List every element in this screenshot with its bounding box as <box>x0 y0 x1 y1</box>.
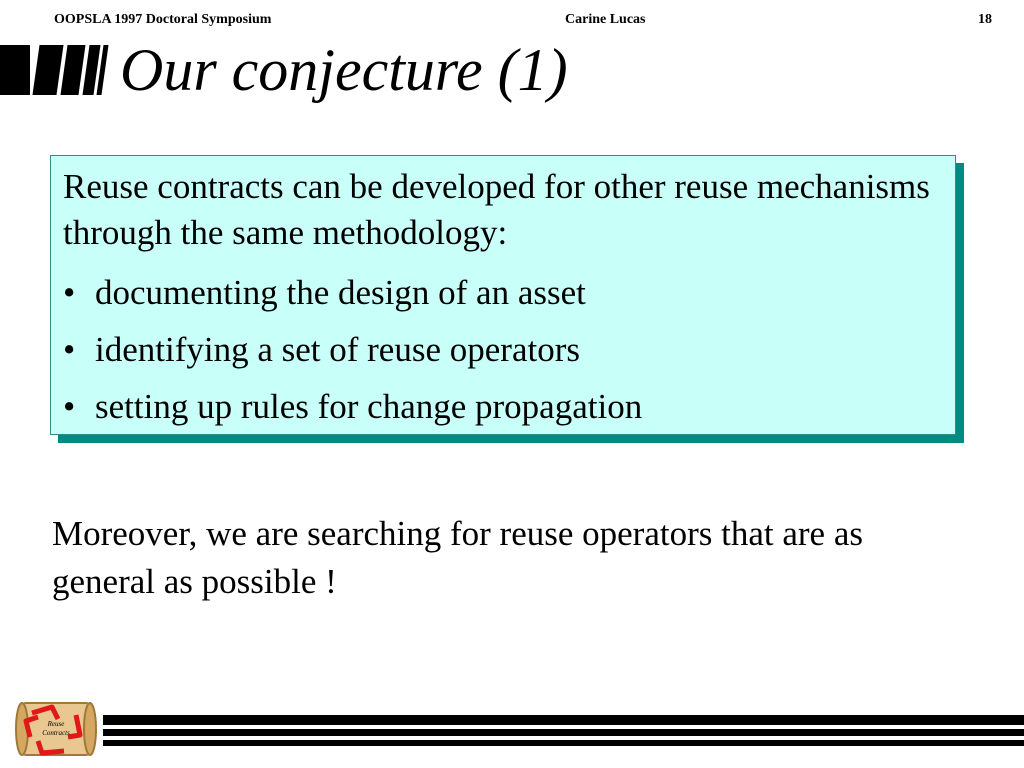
header-author: Carine Lucas <box>565 12 646 27</box>
header-conference: OOPSLA 1997 Doctoral Symposium <box>54 12 272 27</box>
bullet-icon: • <box>63 273 76 312</box>
bullet-text: setting up rules for change propagation <box>95 387 643 426</box>
title-bars-decoration <box>0 45 110 95</box>
footer-stripe <box>103 715 1024 725</box>
bullet-icon: • <box>63 387 76 426</box>
header-page-number: 18 <box>978 12 992 27</box>
footer-stripe <box>103 729 1024 736</box>
body-paragraph: Moreover, we are searching for reuse operators that are as general as possible ! <box>52 514 863 601</box>
list-item <box>63 264 943 321</box>
bullet-text: identifying a set of reuse operators <box>95 330 580 369</box>
bullet-list <box>63 264 943 435</box>
bullet-icon: • <box>63 330 76 369</box>
list-item <box>63 321 943 378</box>
footer-stripe <box>103 740 1024 746</box>
bullet-text: documenting the design of an asset <box>95 273 586 312</box>
slide-title: Our conjecture (1) <box>120 37 568 103</box>
conjecture-box <box>50 155 956 435</box>
reuse-contracts-logo-icon <box>12 697 98 761</box>
list-item <box>63 378 943 435</box>
svg-text:Contracts: Contracts <box>42 729 70 737</box>
svg-text:Reuse: Reuse <box>47 720 65 728</box>
box-intro-text: Reuse contracts can be developed for other reuse mechanisms through the same methodology: <box>63 167 930 252</box>
